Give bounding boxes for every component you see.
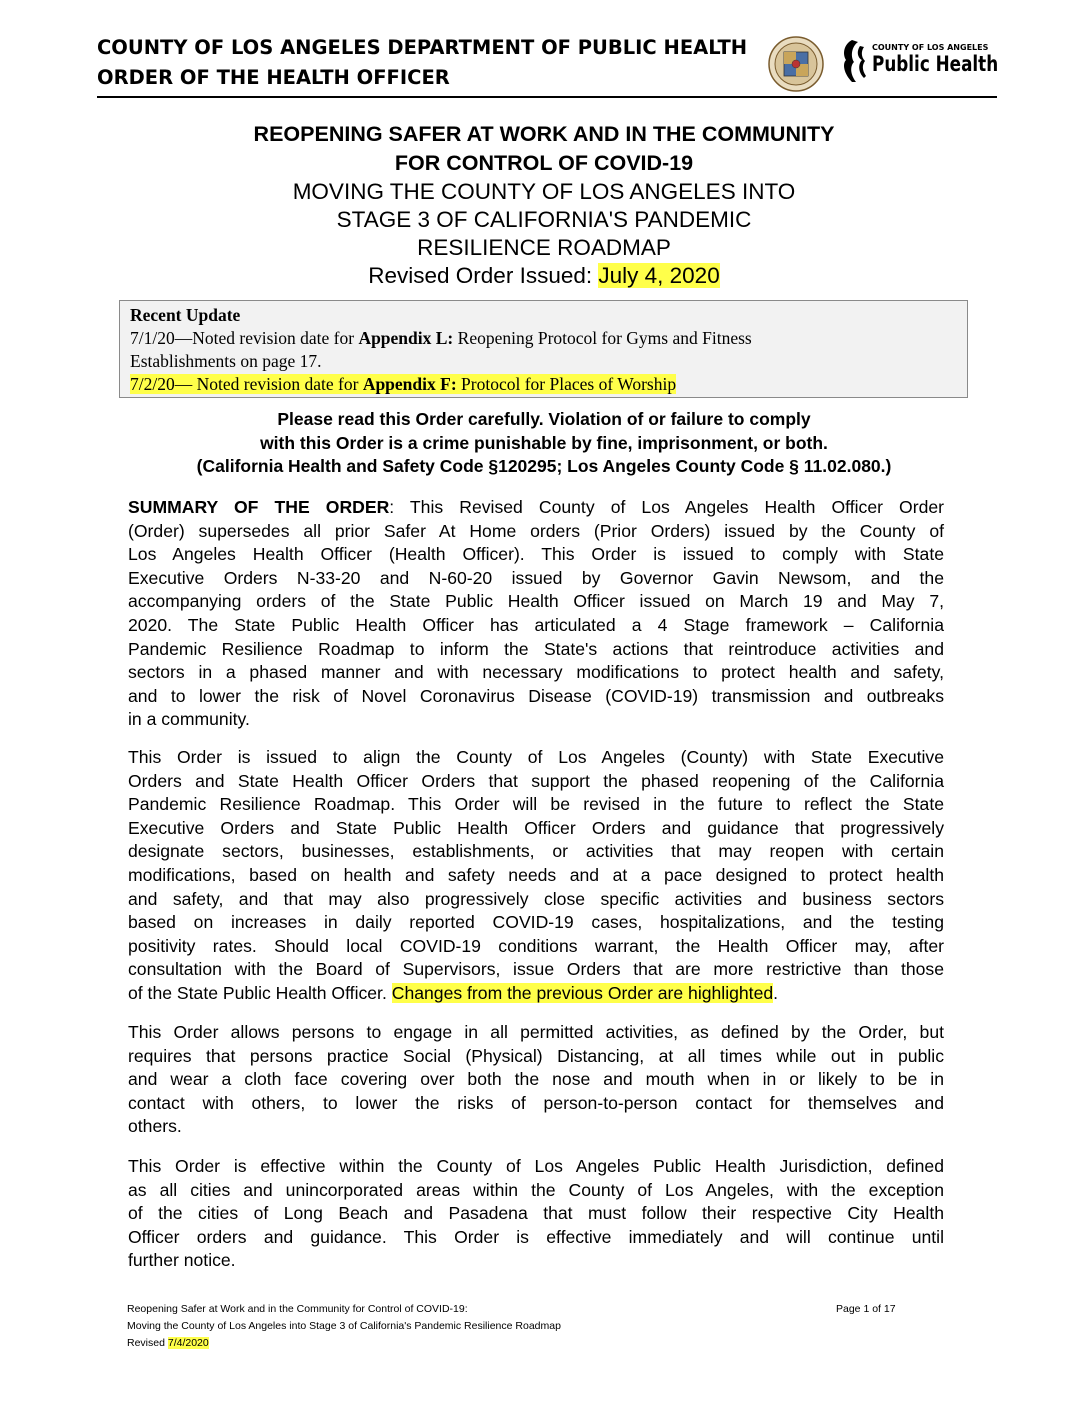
summary-label: SUMMARY OF THE ORDER [128, 497, 390, 517]
page-number: Page 1 of 17 [836, 1303, 896, 1315]
footer-revised-date: 7/4/2020 [167, 1337, 209, 1349]
header-department: COUNTY OF LOS ANGELES DEPARTMENT OF PUBLIC HEALTH [97, 36, 748, 59]
recent-update-heading: Recent Update [130, 305, 241, 325]
header-order-title: ORDER OF THE HEALTH OFFICER [97, 66, 450, 89]
update-item-1: 7/1/20—Noted revision date for Appendix L: Reopening Protocol for Gyms and Fitness [130, 328, 752, 348]
distancing-paragraph: This Order allows persons to engage in all permitted activities, as defined by the Order, but requires that persons practice Social (Physical) Distancing, at all times while out in public and wear a cloth face covering over both the nose and mouth when in or likely to be in contact with others, to lower the risks of person-to-person contact for themselves and others. [128, 1022, 944, 1137]
silhouette-logo-icon [838, 38, 870, 84]
update-item-2: 7/2/20— Noted revision date for Appendix F: Protocol for Places of Worship [130, 374, 677, 394]
title-line-2: FOR CONTROL OF COVID-19 [394, 151, 694, 175]
logo-public-health-text: Public Health [872, 52, 999, 76]
issued-date: July 4, 2020 [598, 263, 720, 288]
title-line-5: RESILIENCE ROADMAP [417, 235, 671, 260]
summary-paragraph: SUMMARY OF THE ORDER: This Revised County of Los Angeles Health Officer Order (Order) supersedes all prior Safer At Home orders (Prior Orders) issued by the County of Los Angeles Health Officer (Health Officer). This Order is issued to comply with State Executive Orders N-33-20 and N-60-20 issued by Governor Gavin Newsom, and the accompanying orders of the State Public Health Officer issued on March 19 and May 7, 2020. The State Public Health Officer has articulated a 4 Stage framework – California Pandemic Resilience Roadmap to inform the State's actions that reintroduce activities and sectors in a phased manner and with necessary modifications to protect health and safety, and to lower the risk of Novel Coronavirus Disease (COVID-19) transmission and outbreaks in a community. [128, 497, 945, 730]
issued-label: Revised Order Issued: [368, 263, 599, 288]
county-seal-icon [768, 36, 824, 92]
header-divider [97, 96, 997, 98]
alignment-paragraph: This Order is issued to align the County of Los Angeles (County) with State Executive Orders and State Health Officer Orders that support the phased reopening of the California Pandemic Resilience Roadmap. This Order will be revised in the future to reflect the State Executive Orders and State Public Health Officer Orders and guidance that progressively designate sectors, businesses, establishments, or activities that may reopen with certain modifications, based on health and safety needs and at a pace designed to protect health and safety, and that may also progressively close specific activities and business sectors based on increases in daily reported COVID-19 cases, hospitalizations, and the testing positivity rates. Should local COVID-19 conditions warrant, the Health Officer may, after consultation with the Board of Supervisors, issue Orders that are more restrictive than those of the State Public Health Officer. Changes from the previous Order are highlighted. [128, 747, 944, 1003]
footer-line-1: Reopening Safer at Work and in the Community for Control of COVID-19: [127, 1303, 468, 1315]
title-line-1: REOPENING SAFER AT WORK AND IN THE COMMUNITY [253, 122, 835, 146]
title-line-4: STAGE 3 OF CALIFORNIA'S PANDEMIC [336, 207, 752, 232]
warning-line-2: with this Order is a crime punishable by fine, imprisonment, or both. [260, 433, 828, 453]
title-line-3: MOVING THE COUNTY OF LOS ANGELES INTO [292, 179, 796, 204]
jurisdiction-paragraph: This Order is effective within the County of Los Angeles Public Health Jurisdiction, defined as all cities and unincorporated areas within the County of Los Angeles, with the exception of the cities of Long Beach and Pasadena that must follow their respective City Health Officer orders and guidance. This Order is effective immediately and will continue until further notice. [128, 1156, 944, 1271]
footer-revised: Revised 7/4/2020 [127, 1337, 209, 1349]
update-item-1-cont: Establishments on page 17. [130, 351, 322, 371]
logo-county-text: COUNTY OF LOS ANGELES [872, 43, 989, 52]
warning-line-1: Please read this Order carefully. Violation of or failure to comply [277, 409, 811, 429]
warning-line-3: (California Health and Safety Code §120295; Los Angeles County Code § 11.02.080.) [196, 456, 892, 476]
footer-line-2: Moving the County of Los Angeles into Stage 3 of California's Pandemic Resilience Roadmap [127, 1320, 561, 1332]
revised-order-issued [97, 263, 991, 289]
changes-highlighted-note: Changes from the previous Order are highlighted [391, 982, 774, 1003]
